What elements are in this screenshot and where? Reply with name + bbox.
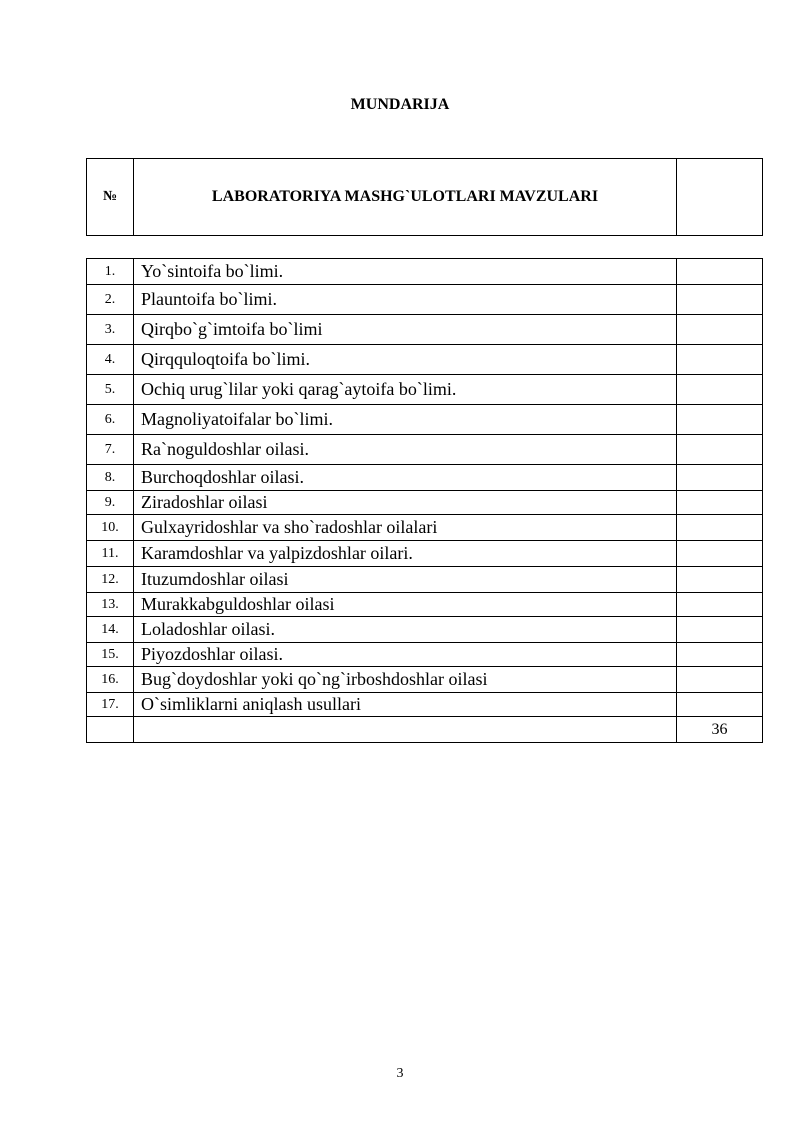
toc-row-topic: Magnoliyatoifalar bo`limi. [134, 405, 677, 435]
toc-row [87, 515, 763, 541]
toc-row-number [87, 717, 134, 743]
toc-row-page [677, 435, 763, 465]
toc-row-number: 3. [87, 315, 134, 345]
toc-row-topic: Yo`sintoifa bo`limi. [134, 259, 677, 285]
toc-row-topic: Loladoshlar oilasi. [134, 617, 677, 643]
toc-row-topic [134, 717, 677, 743]
toc-row-topic: Karamdoshlar va yalpizdoshlar oilari. [134, 541, 677, 567]
toc-row [87, 491, 763, 515]
toc-row-page [677, 375, 763, 405]
toc-row-number: 7. [87, 435, 134, 465]
toc-row-topic: O`simliklarni aniqlash usullari [134, 693, 677, 717]
toc-row-number: 14. [87, 617, 134, 643]
toc-row-number: 10. [87, 515, 134, 541]
toc-row-page [677, 405, 763, 435]
toc-row [87, 465, 763, 491]
toc-row-number: 1. [87, 259, 134, 285]
toc-row-page [677, 667, 763, 693]
toc-row-page [677, 491, 763, 515]
toc-row [87, 693, 763, 717]
toc-row-page [677, 567, 763, 593]
toc-row [87, 315, 763, 345]
toc-body [87, 259, 763, 743]
toc-header-table [86, 158, 763, 236]
toc-row-topic: Murakkabguldoshlar oilasi [134, 593, 677, 617]
toc-row-topic: Qirqquloqtoifa bo`limi. [134, 345, 677, 375]
toc-row-page [677, 345, 763, 375]
toc-row [87, 593, 763, 617]
toc-row-topic: Ochiq urug`lilar yoki qarag`aytoifa bo`limi. [134, 375, 677, 405]
toc-row [87, 259, 763, 285]
toc-row-topic: Ra`noguldoshlar oilasi. [134, 435, 677, 465]
number-column-header: № [87, 159, 134, 236]
toc-row [87, 405, 763, 435]
toc-row-topic: Plauntoifa bo`limi. [134, 285, 677, 315]
toc-row-page: 36 [677, 717, 763, 743]
toc-row-page [677, 541, 763, 567]
page-title: MUNDARIJA [350, 96, 450, 113]
toc-row [87, 643, 763, 667]
toc-row-number: 6. [87, 405, 134, 435]
toc-row-page [677, 617, 763, 643]
toc-row-topic: Ituzumdoshlar oilasi [134, 567, 677, 593]
toc-row-number: 11. [87, 541, 134, 567]
toc-row-number: 16. [87, 667, 134, 693]
toc-row-number: 15. [87, 643, 134, 667]
toc-row-page [677, 693, 763, 717]
toc-row-page [677, 315, 763, 345]
toc-row-page [677, 465, 763, 491]
toc-row-number: 5. [87, 375, 134, 405]
toc-row-number: 17. [87, 693, 134, 717]
toc-row-page [677, 643, 763, 667]
toc-row-number: 12. [87, 567, 134, 593]
toc-row [87, 541, 763, 567]
page-number: 3 [396, 1066, 404, 1081]
toc-row [87, 667, 763, 693]
toc-row-page [677, 285, 763, 315]
toc-row-topic: Burchoqdoshlar oilasi. [134, 465, 677, 491]
toc-row-topic: Gulxayridoshlar va sho`radoshlar oilalari [134, 515, 677, 541]
toc-row [87, 567, 763, 593]
toc-row-topic: Qirqbo`g`imtoifa bo`limi [134, 315, 677, 345]
toc-row [87, 345, 763, 375]
toc-row-number: 4. [87, 345, 134, 375]
toc-row-topic: Ziradoshlar oilasi [134, 491, 677, 515]
toc-row-topic: Bug`doydoshlar yoki qo`ng`irboshdoshlar oilasi [134, 667, 677, 693]
toc-row-page [677, 515, 763, 541]
toc-row [87, 285, 763, 315]
page-column-header [677, 159, 763, 236]
toc-table [86, 258, 763, 743]
topics-column-header: LABORATORIYA MASHG`ULOTLARI MAVZULARI [134, 159, 677, 236]
toc-row [87, 717, 763, 743]
toc-row [87, 617, 763, 643]
toc-header-row [87, 159, 763, 236]
toc-row-number: 2. [87, 285, 134, 315]
toc-row-topic: Piyozdoshlar oilasi. [134, 643, 677, 667]
toc-row-number: 13. [87, 593, 134, 617]
toc-row-page [677, 593, 763, 617]
toc-row-page [677, 259, 763, 285]
toc-row [87, 435, 763, 465]
toc-row [87, 375, 763, 405]
toc-row-number: 8. [87, 465, 134, 491]
toc-row-number: 9. [87, 491, 134, 515]
